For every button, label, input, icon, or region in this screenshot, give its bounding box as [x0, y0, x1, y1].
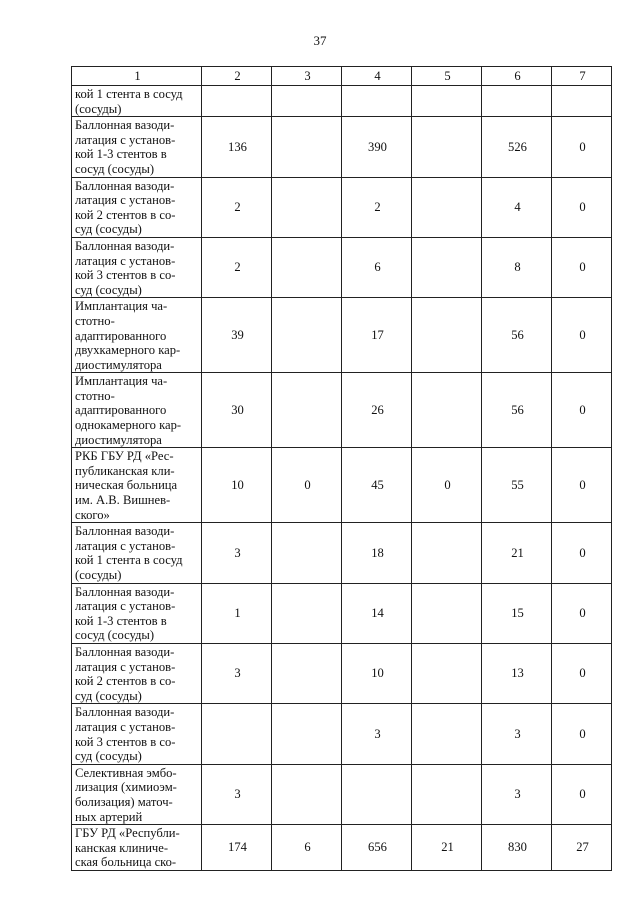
cell-col5 — [412, 523, 482, 583]
cell-col5 — [412, 86, 482, 117]
table-row — [72, 298, 612, 373]
cell-col5 — [412, 298, 482, 373]
table-row — [72, 704, 612, 764]
row-name: Баллонная вазоди- латация с установ- кой 1 стента в сосуд (сосуды) — [75, 524, 183, 582]
cell-col3 — [272, 643, 342, 703]
column-header: 4 — [342, 67, 412, 86]
cell-col6 — [482, 86, 552, 117]
cell-col4: 18 — [342, 523, 412, 583]
cell-col4: 2 — [342, 177, 412, 237]
table-row — [72, 583, 612, 643]
cell-col6: 13 — [482, 643, 552, 703]
row-name: кой 1 стента в сосуд (сосуды) — [75, 87, 183, 116]
cell-col5 — [412, 764, 482, 824]
cell-col6: 830 — [482, 825, 552, 871]
cell-col2: 3 — [202, 523, 272, 583]
cell-col7: 0 — [552, 298, 612, 373]
cell-col4: 3 — [342, 704, 412, 764]
cell-col4 — [342, 764, 412, 824]
data-table — [71, 66, 612, 871]
table-row — [72, 373, 612, 448]
row-name: Баллонная вазоди- латация с установ- кой 2 стентов в со- суд (сосуды) — [75, 644, 176, 703]
column-header: 5 — [412, 67, 482, 86]
cell-col2: 174 — [202, 825, 272, 871]
cell-col3: 6 — [272, 825, 342, 871]
cell-col7: 0 — [552, 643, 612, 703]
table-row — [72, 764, 612, 824]
cell-col7: 0 — [552, 523, 612, 583]
cell-col3 — [272, 583, 342, 643]
cell-col4: 26 — [342, 373, 412, 448]
table-row — [72, 177, 612, 237]
cell-col4: 14 — [342, 583, 412, 643]
cell-col2: 2 — [202, 237, 272, 297]
table-row — [72, 237, 612, 297]
table-row — [72, 86, 612, 117]
cell-col3 — [272, 237, 342, 297]
cell-col6: 8 — [482, 237, 552, 297]
table-row — [72, 825, 612, 871]
cell-col5: 21 — [412, 825, 482, 871]
cell-col6: 4 — [482, 177, 552, 237]
row-name: Баллонная вазоди- латация с установ- кой 1-3 стентов в сосуд (сосуды) — [75, 584, 176, 643]
cell-col4: 656 — [342, 825, 412, 871]
table-row — [72, 117, 612, 177]
cell-col7: 27 — [552, 825, 612, 871]
cell-col2: 10 — [202, 448, 272, 523]
cell-col2: 2 — [202, 177, 272, 237]
cell-col2 — [202, 704, 272, 764]
cell-col7: 0 — [552, 583, 612, 643]
cell-col7: 0 — [552, 448, 612, 523]
cell-col5 — [412, 643, 482, 703]
cell-col7: 0 — [552, 373, 612, 448]
cell-col7: 0 — [552, 764, 612, 824]
cell-col3 — [272, 298, 342, 373]
row-name: Баллонная вазоди- латация с установ- кой 3 стентов в со- суд (сосуды) — [75, 705, 176, 764]
column-header: 3 — [272, 67, 342, 86]
cell-col2: 30 — [202, 373, 272, 448]
cell-col3 — [272, 523, 342, 583]
cell-col3: 0 — [272, 448, 342, 523]
cell-col7: 0 — [552, 117, 612, 177]
table-row — [72, 643, 612, 703]
cell-col6: 15 — [482, 583, 552, 643]
column-header: 1 — [72, 67, 202, 86]
cell-col3 — [272, 764, 342, 824]
cell-col4: 45 — [342, 448, 412, 523]
cell-col5 — [412, 583, 482, 643]
cell-col2: 1 — [202, 583, 272, 643]
cell-col2: 136 — [202, 117, 272, 177]
cell-col5 — [412, 237, 482, 297]
row-name: Баллонная вазоди- латация с установ- кой 1-3 стентов в сосуд (сосуды) — [75, 118, 176, 176]
cell-col7 — [552, 86, 612, 117]
cell-col6: 21 — [482, 523, 552, 583]
column-header: 6 — [482, 67, 552, 86]
cell-col4 — [342, 86, 412, 117]
cell-col5 — [412, 373, 482, 448]
cell-col3 — [272, 117, 342, 177]
cell-col4: 10 — [342, 643, 412, 703]
cell-col3 — [272, 177, 342, 237]
cell-col2 — [202, 86, 272, 117]
cell-col5: 0 — [412, 448, 482, 523]
cell-col5 — [412, 117, 482, 177]
table-row — [72, 523, 612, 583]
cell-col5 — [412, 704, 482, 764]
row-name: Имплантация ча- стотно- адаптированного двухкамерного кар- диостимулятора — [75, 299, 181, 372]
cell-col3 — [272, 86, 342, 117]
row-name: Баллонная вазоди- латация с установ- кой 2 стентов в со- суд (сосуды) — [75, 178, 176, 237]
cell-col6: 55 — [482, 448, 552, 523]
row-name: Селективная эмбо- лизация (химиоэм- болизация) маточ- ных артерий — [75, 765, 177, 824]
cell-col6: 526 — [482, 117, 552, 177]
cell-col7: 0 — [552, 704, 612, 764]
row-name: Баллонная вазоди- латация с установ- кой 3 стентов в со- суд (сосуды) — [75, 238, 176, 297]
cell-col3 — [272, 373, 342, 448]
cell-col4: 17 — [342, 298, 412, 373]
header-row — [72, 67, 612, 86]
cell-col6: 3 — [482, 764, 552, 824]
row-name: Имплантация ча- стотно- адаптированного однокамерного кар- диостимулятора — [75, 374, 182, 447]
cell-col2: 3 — [202, 643, 272, 703]
row-name: ГБУ РД «Республи- канская клиниче- ская больница ско- — [75, 826, 180, 870]
cell-col2: 3 — [202, 764, 272, 824]
cell-col7: 0 — [552, 237, 612, 297]
table-row — [72, 448, 612, 523]
cell-col2: 39 — [202, 298, 272, 373]
cell-col7: 0 — [552, 177, 612, 237]
cell-col6: 3 — [482, 704, 552, 764]
cell-col6: 56 — [482, 373, 552, 448]
column-header: 7 — [552, 67, 612, 86]
cell-col3 — [272, 704, 342, 764]
cell-col4: 6 — [342, 237, 412, 297]
cell-col6: 56 — [482, 298, 552, 373]
page-number: 37 — [313, 33, 327, 48]
cell-col4: 390 — [342, 117, 412, 177]
column-header: 2 — [202, 67, 272, 86]
cell-col5 — [412, 177, 482, 237]
row-name: РКБ ГБУ РД «Рес- публиканская кли- ническая больница им. А.В. Вишнев- ского» — [75, 449, 178, 522]
